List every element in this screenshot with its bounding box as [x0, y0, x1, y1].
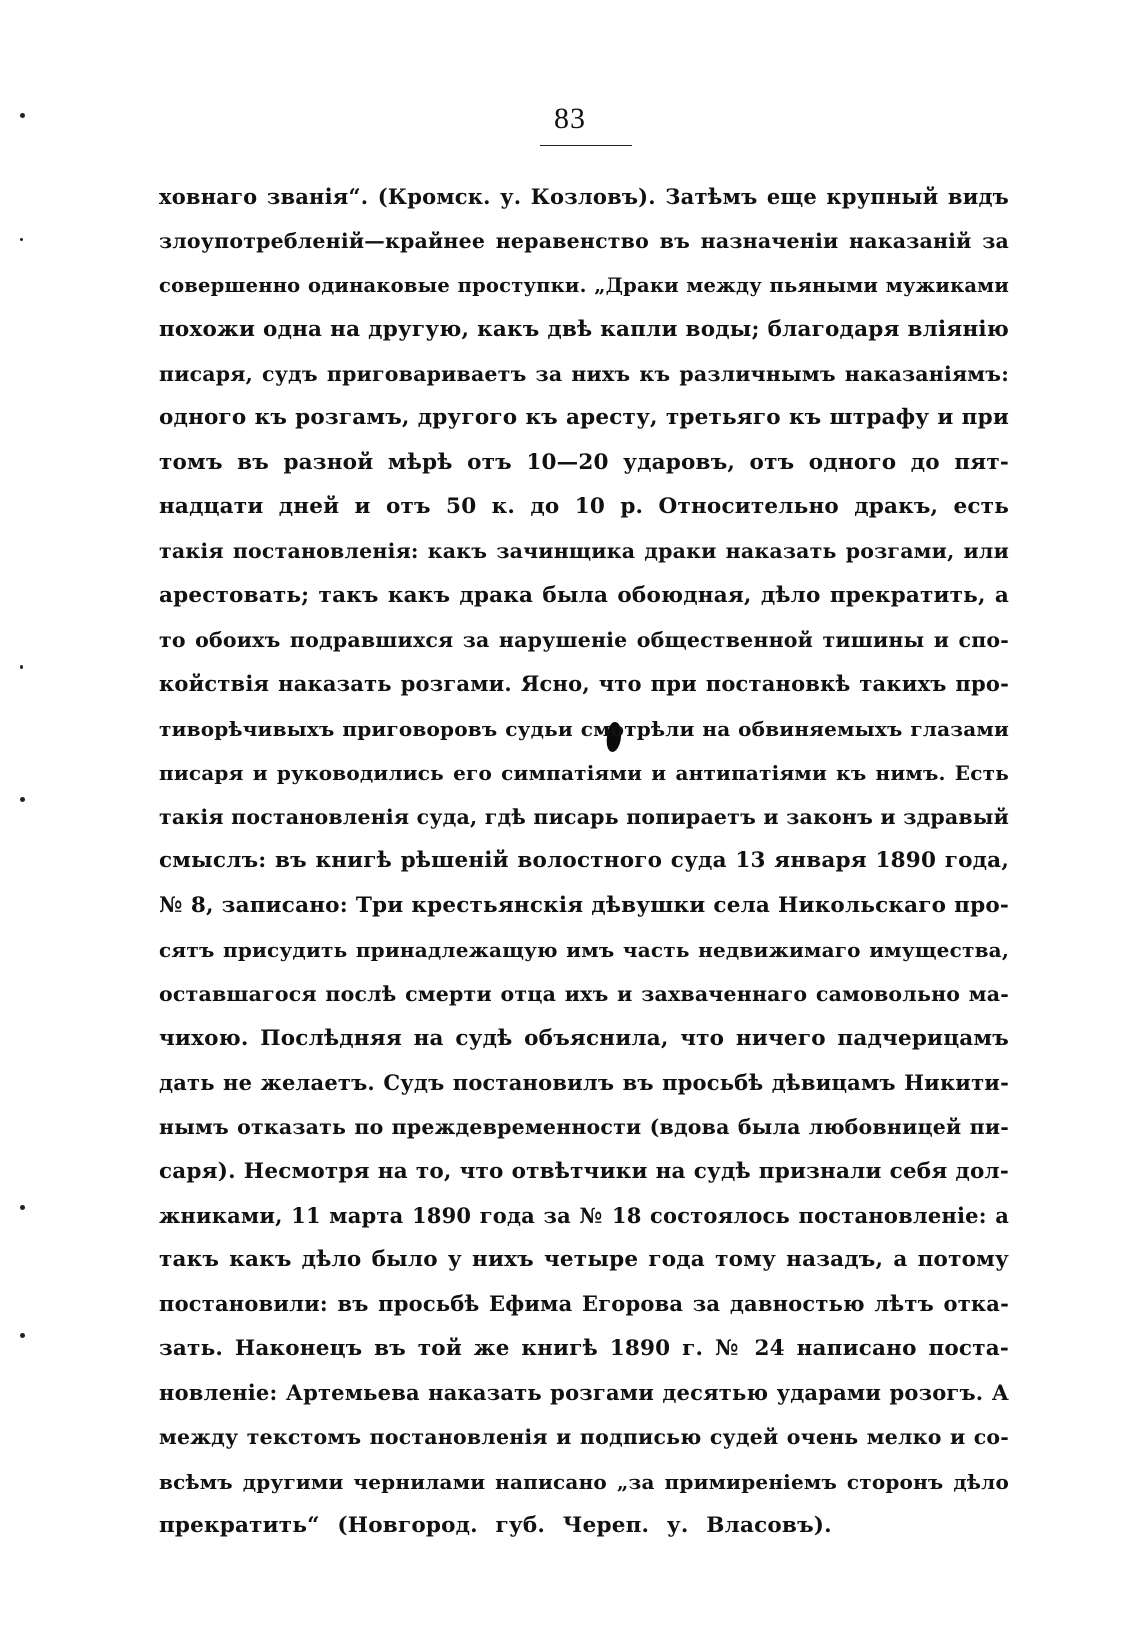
text-line: совершенно одинаковые проступки. „Драки между пьяными мужиками — [159, 273, 1009, 297]
page-number-rule — [540, 145, 632, 146]
text-line: арестовать; такъ какъ драка была обоюдная, дѣло прекратить, а — [159, 582, 1009, 608]
text-line: нымъ отказать по преждевременности (вдова была любовницей пи- — [159, 1115, 1009, 1140]
text-line: такъ какъ дѣло было у нихъ четыре года тому назадъ, а потому — [159, 1247, 1009, 1273]
text-line: № 8, записано: Три крестьянскія дѣвушки села Никольскаго про- — [159, 892, 1009, 918]
body-text — [159, 175, 1009, 1548]
text-line: то обоихъ подравшихся за нарушеніе общественной тишины и спо- — [159, 627, 1009, 652]
text-line: койствія наказать розгами. Ясно, что при постановкѣ такихъ про- — [159, 671, 1009, 697]
text-line: постановили: въ просьбѣ Ефима Егорова за давностью лѣтъ отка- — [159, 1291, 1009, 1317]
text-line: похожи одна на другую, какъ двѣ капли воды; благодаря вліянію — [159, 316, 1009, 342]
text-line: томъ въ разной мѣрѣ отъ 10—20 ударовъ, отъ одного до пят- — [159, 449, 1009, 475]
text-line: всѣмъ другими чернилами написано „за примиреніемъ сторонъ дѣло — [159, 1469, 1009, 1494]
text-line: злоупотребленій—крайнее неравенство въ назначеніи наказаній за — [159, 229, 1009, 254]
margin-speck — [20, 113, 25, 118]
margin-speck — [20, 1333, 25, 1338]
text-line: писаря, судъ приговариваетъ за нихъ къ различнымъ наказаніямъ: — [159, 362, 1009, 387]
text-line: ховнаго званія“. (Кромск. у. Козловъ). Затѣмъ еще крупный видъ — [159, 184, 1009, 209]
text-line: новленіе: Артемьева наказать розгами десятью ударами розогъ. А — [159, 1380, 1009, 1406]
margin-speck — [20, 238, 23, 241]
text-line: между текстомъ постановленія и подписью судей очень мелко и со- — [159, 1425, 1009, 1450]
text-line: чихою. Послѣдняя на судѣ объяснила, что ничего падчерицамъ — [159, 1025, 1009, 1051]
text-line: писаря и руководились его симпатіями и антипатіями къ нимъ. Есть — [159, 760, 1009, 785]
text-line: оставшагося послѣ смерти отца ихъ и захваченнаго самовольно ма- — [159, 982, 1009, 1007]
page-number: 83 — [554, 102, 586, 135]
text-line: зать. Наконецъ въ той же книгѣ 1890 г. № 24 написано поста- — [159, 1335, 1009, 1361]
text-line: такія постановленія: какъ зачинщика драки наказать розгами, или — [159, 539, 1009, 564]
text-line: такія постановленія суда, гдѣ писарь попираетъ и законъ и здравый — [159, 805, 1009, 830]
text-line: надцати дней и отъ 50 к. до 10 р. Относительно дракъ, есть — [159, 494, 1009, 520]
text-line: саря). Несмотря на то, что отвѣтчики на судѣ признали себя дол- — [159, 1158, 1009, 1184]
margin-speck — [20, 797, 25, 802]
text-line: тиворѣчивыхъ приговоровъ судьи смотрѣли на обвиняемыхъ глазами — [159, 716, 1009, 741]
text-line: прекратить“ (Новгород. губ. Череп. у. Власовъ). — [159, 1512, 832, 1538]
text-line: смыслъ: въ книгѣ рѣшеній волостного суда 13 января 1890 года, — [159, 848, 1009, 874]
margin-speck — [20, 1205, 25, 1210]
text-line: дать не желаетъ. Судъ постановилъ въ просьбѣ дѣвицамъ Никити- — [159, 1069, 1009, 1095]
text-line: одного къ розгамъ, другого къ аресту, третьяго къ штрафу и при — [159, 405, 1009, 431]
text-line: сятъ присудить принадлежащую имъ часть недвижимаго имущества, — [159, 938, 1009, 963]
margin-speck — [20, 665, 23, 669]
text-line: жниками, 11 марта 1890 года за № 18 состоялось постановленіе: а — [159, 1202, 1009, 1228]
